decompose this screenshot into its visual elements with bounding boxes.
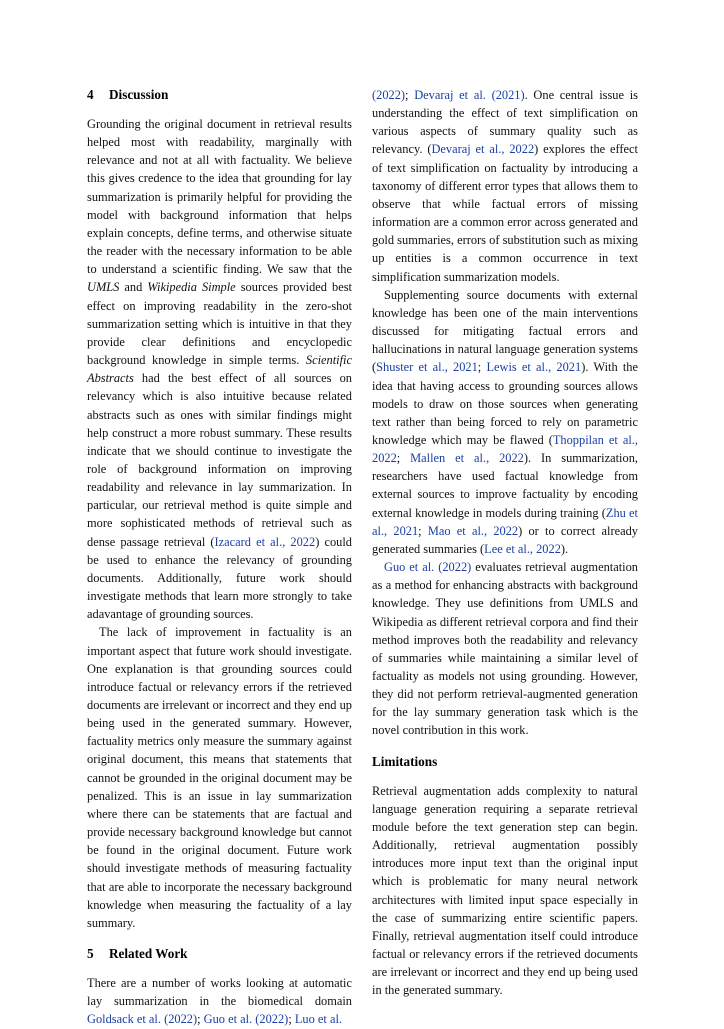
section-heading-discussion bbox=[87, 86, 352, 104]
section-heading-limitations: Limitations bbox=[372, 753, 438, 769]
citation-link[interactable]: Goldsack et al. (2022) bbox=[87, 1012, 198, 1027]
citation-link[interactable]: Devaraj et al. (2021) bbox=[414, 88, 525, 102]
citation-link[interactable]: Mao et al., 2022 bbox=[427, 523, 519, 538]
section-number: 5 bbox=[87, 946, 94, 962]
citation-link[interactable]: (2022) bbox=[372, 88, 406, 102]
limitations-paragraph: Retrieval augmentation adds complexity to natural language generation requiring a separate retrieval module before the text generation step can begin. Additionally, retrieval augmentation possibly introduces more input text than the original input which is problematic for many neural network architectures with limited input space especially in the case of summarizing entire scientific papers. Finally, retrieval augmentation itself could introduce factual or relevancy errors if the retrieved documents are irrelevant or incorrect and they end up being used in the generated summary. bbox=[372, 783, 638, 998]
citation-link[interactable]: Lewis et al., 2021 bbox=[486, 360, 582, 375]
citation-link[interactable]: Shuster et al., 2021 bbox=[376, 360, 478, 375]
citation-link[interactable]: Zhu et al., 2021 bbox=[372, 505, 638, 538]
discussion-paragraph-2: The lack of improvement in factuality is an important aspect that future work should investigate. One explanation is that grounding sources could introduce factual or relevancy errors if the retrieved documents are irrelevant or incorrect and they end up being used in the generated summary. However, factuality metrics only measure the summary against original document, this means that statements that cannot be grounded in the original document may be penalized. This is an issue in lay summarization where there can be statements that are factual and provide necessary background knowledge but cannot be found in the original document. Future work should investigate methods of measuring factuality that are able to incorporate the necessary background knowledge when measuring the factuality of a lay summary. bbox=[87, 625, 352, 930]
citation-link[interactable]: Lee et al., 2022 bbox=[484, 541, 561, 556]
citation-link[interactable]: Guo et al. (2022) bbox=[203, 1012, 289, 1027]
section-title: Discussion bbox=[109, 87, 169, 102]
section-heading-related-work bbox=[87, 945, 352, 963]
left-column bbox=[87, 86, 352, 1029]
citation-link[interactable]: Mallen et al., 2022 bbox=[410, 451, 524, 466]
right-column bbox=[372, 86, 638, 1000]
related-work-paragraph-1-cont: (2022); Devaraj et al. (2021). One central issue is understanding the effect of text simplification on various aspects of summary quality such as relevancy. (Devaraj et al., 2022) explores the effect of text simplification on factuality by introducing a taxonomy of different error types that allows them to observe that while factual errors of missing information are a common error across generated and gold summaries, errors of substitution such as mixing up entities is a common occurrence in text simplification summarization models. bbox=[372, 88, 638, 284]
related-work-paragraph-1: There are a number of works looking at automatic lay summarization in the biomedical domain Goldsack et al. (2022); Guo et al. (2022); Luo et al. bbox=[87, 976, 352, 1027]
related-work-paragraph-3: Guo et al. (2022) evaluates retrieval augmentation as a method for enhancing abstracts with background knowledge. They use definitions from UMLS and Wikipedia as different retrieval corpora and find their method improves both the readability and relevancy of summaries while maintaining a similar level of factuality as models not using grounding. However, they did not perform retrieval-augmented generation for the lay summary generation task which is the novel contribution in this work. bbox=[372, 560, 638, 738]
citation-link[interactable]: Izacard et al., 2022 bbox=[214, 534, 316, 549]
discussion-paragraph-1: Grounding the original document in retrieval results helped most with readability, marginally with relevance and not at all with factuality. We believe this gives credence to the idea that grounding for lay summarization is primarily helpful for providing the model with background information that helps explain concepts, define terms, and otherwise situate the reader with the necessary information to be able to understand a scientific finding. We saw that the UMLS and Wikipedia Simple sources provided best effect on improving readability in the zero-shot summarization setting which is intuitive in that they provide clear definitions and encyclopedic background knowledge in simple terms. Scientific Abstracts had the best effect of all sources on relevancy which is also intuitive because related abstracts such as ones with similar findings might help construct a more robust summary. These results indicate that we should continue to investigate the role of background information on improving readability and relevance in lay summarization. In particular, our retrieval method is quite simple and more sophisticated methods of retrieval such as dense passage retrieval (Izacard et al., 2022) could be used to enhance the relevancy of grounding documents. Additionally, future work should investigate methods that learn more strongly to take adavantage of grounding sources. bbox=[87, 117, 352, 622]
section-title: Related Work bbox=[109, 946, 188, 962]
section-number: 4 bbox=[87, 87, 94, 102]
citation-link[interactable]: Guo et al. (2022) bbox=[384, 560, 472, 575]
citation-link[interactable]: Thoppilan et al., 2022 bbox=[372, 432, 638, 466]
citation-link[interactable]: Luo et al. bbox=[294, 1012, 342, 1027]
related-work-paragraph-2: Supplementing source documents with external knowledge has been one of the main interventions discussed for mitigating factual errors and hallucinations in natural language generation systems (Shuster et al., 2021; Lewis et al., 2021). With the idea that having access to grounding sources allows models to draw on those sources when generating text rather than being forced to rely on parametric knowledge which may be flawed (Thoppilan et al., 2022; Mallen et al., 2022). In summarization, researchers have used factual knowledge from external sources to improve factuality by encoding external knowledge in models during training (Zhu et al., 2021; Mao et al., 2022) or to correct already generated summaries (Lee et al., 2022). bbox=[372, 287, 639, 556]
citation-link[interactable]: Devaraj et al., 2022 bbox=[431, 142, 535, 157]
